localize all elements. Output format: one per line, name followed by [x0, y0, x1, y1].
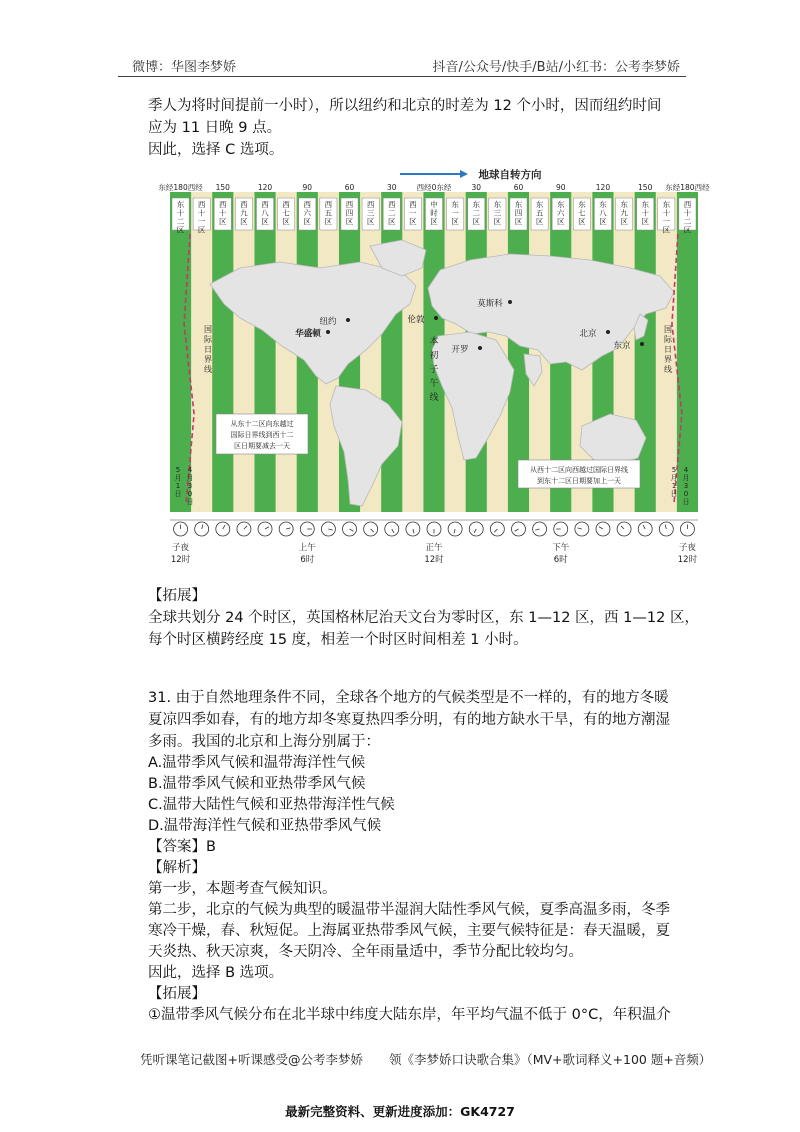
city-dot: [434, 316, 438, 320]
city-dot: [508, 300, 512, 304]
dateline-label-char: 际: [664, 335, 672, 344]
city-label: 开罗: [451, 345, 469, 355]
zone-label-char: 西: [197, 200, 206, 209]
meridian-label: 30: [471, 183, 482, 192]
zone-label-char: 西: [366, 200, 375, 209]
zone-label-char: 十: [219, 208, 227, 218]
note-right-line: 从西十二区向西越过国际日界线: [530, 466, 628, 474]
date-right-char: 月: [670, 474, 678, 482]
footer-right: 领《李梦娇口诀歌合集》（MV+歌词释义+100 题+音频）: [388, 1052, 712, 1067]
meridian-label: 120: [257, 183, 273, 192]
zone-label-char: 十: [662, 208, 671, 218]
date-left-char: 月: [174, 474, 182, 482]
clock-face: [195, 522, 209, 536]
zone-label-char: 六: [303, 208, 312, 218]
rotation-arrow-head: [460, 170, 468, 178]
zone-label-char: 区: [261, 217, 269, 226]
header-divider: [118, 76, 686, 77]
zone-label-char: 二: [388, 208, 396, 218]
zone-label-char: 东: [641, 200, 649, 209]
date-left-char: 1: [175, 482, 181, 490]
zone-label-char: 东: [599, 200, 607, 209]
date-left-char: 月: [186, 474, 194, 482]
time-label-bottom: 6时: [553, 555, 568, 565]
city-label: 东京: [613, 341, 631, 351]
date-right-char: 4: [683, 466, 689, 474]
page-header: [118, 56, 686, 76]
time-label-top: 正午: [425, 543, 443, 553]
city-label: 北京: [579, 329, 597, 339]
zone-label-char: 东: [620, 200, 628, 209]
text-line: 第二步，北京的气候为典型的暖温带半湿润大陆性季风气候，夏季高温多雨，冬季: [148, 902, 670, 918]
option-c: C.温带大陆性气候和亚热带海洋性气候: [148, 797, 395, 813]
date-right-char: 5: [671, 466, 677, 474]
zone-label-char: 一: [409, 208, 417, 218]
text-line: 因此，选择 B 选项。: [148, 965, 284, 981]
zone-label-char: 时: [430, 208, 438, 218]
option-a: A.温带季风气候和温带海洋性气候: [148, 755, 366, 771]
bottom-notice: 最新完整资料、更新进度添加：GK4727: [285, 1104, 515, 1119]
zone-label-char: 东: [662, 200, 671, 209]
zone-label-char: 区: [176, 225, 185, 235]
zone-label-char: 区: [599, 217, 607, 226]
text-line: 每个时区横跨经度 15 度，相差一个时区时间相差 1 小时。: [148, 632, 528, 648]
meridian-label: 90: [555, 183, 566, 192]
date-left-char: 4: [187, 466, 193, 474]
city-dot: [606, 330, 610, 334]
zone-label-char: 区: [683, 225, 692, 235]
zone-label-char: 东: [556, 200, 565, 209]
zone-label-char: 七: [282, 208, 290, 218]
extension-heading: 【拓展】: [148, 986, 206, 1002]
footer-left: 凭听课笔记截图+听课感受@公考李梦娇: [140, 1052, 363, 1067]
city-label: 伦敦: [407, 315, 425, 325]
zone-label-char: 五: [535, 208, 544, 218]
zone-label-char: 西: [409, 200, 417, 209]
zone-label-char: 二: [683, 217, 692, 226]
date-left-char: 日: [186, 498, 194, 506]
dateline-label-char: 日: [664, 345, 672, 354]
dateline-label-char: 界: [664, 355, 672, 364]
zone-label-char: 东: [472, 200, 480, 209]
zone-label-char: 一: [451, 208, 459, 218]
date-right-char: 月: [682, 474, 690, 482]
meridian-label: 30: [386, 183, 397, 192]
meridian-label: 60: [344, 183, 355, 192]
dateline-label-char: 线: [204, 365, 212, 374]
text-line: 第一步，本题考查气候知识。: [148, 881, 337, 897]
date-right-char: 日: [670, 490, 678, 498]
zone-label-char: 西: [282, 200, 290, 209]
zone-label-char: 区: [409, 217, 417, 226]
text-line: 天炎热、秋天凉爽，冬天阴冷、全年雨量适中，季节分配比较均匀。: [148, 944, 583, 960]
zone-label-char: 区: [197, 225, 206, 235]
text-line: 【拓展】: [148, 588, 206, 604]
option-b: B.温带季风气候和亚热带季风气候: [148, 776, 366, 792]
time-label-top: 子夜: [172, 543, 190, 553]
zone-label-char: 区: [514, 217, 523, 226]
meridian-label: 150: [215, 183, 230, 192]
zone-label-char: 一: [662, 217, 671, 226]
zone-label-char: 区: [556, 217, 565, 226]
question-line: 31. 由于自然地理条件不同，全球各个地方的气候类型是不一样的，有的地方冬暖: [148, 690, 669, 706]
option-d: D.温带海洋性气候和亚热带季风气候: [148, 818, 382, 834]
dateline-label-char: 国: [664, 325, 672, 334]
zone-label-char: 九: [620, 208, 628, 218]
dateline-label-char: 线: [664, 365, 672, 374]
date-right-char: 1: [671, 482, 677, 490]
zone-label-char: 区: [472, 217, 480, 226]
zone-label-char: 中: [430, 200, 438, 209]
text-line: 因此，选择 C 选项。: [148, 142, 284, 158]
date-right-char: 3: [683, 482, 689, 490]
zone-label-char: 西: [388, 200, 396, 209]
zone-label-char: 东: [514, 200, 523, 209]
zone-label-char: 四: [345, 208, 354, 218]
note-right-line: 到东十二区日期要加上一天: [537, 477, 621, 485]
city-label: 华盛顿: [295, 329, 321, 339]
meridian-label: 60: [513, 183, 524, 192]
zone-label-char: 区: [430, 217, 438, 226]
zone-label-char: 区: [282, 217, 290, 226]
zone-label-char: 西: [345, 200, 354, 209]
meridian-label: 90: [302, 183, 313, 192]
zone-label-char: 区: [324, 217, 333, 226]
zone-label-char: 八: [261, 208, 269, 218]
zone-label-char: 六: [556, 208, 565, 218]
meridian-label: 东经180西经: [665, 183, 710, 192]
prime-meridian-char: 子: [429, 365, 439, 375]
zone-stripe: [677, 192, 698, 512]
zone-stripe: [381, 192, 402, 512]
zone-label-char: 一: [197, 217, 206, 226]
zone-label-char: 西: [240, 200, 248, 209]
zone-label-char: 区: [493, 217, 502, 226]
meridian-label: 东经180西经: [158, 183, 203, 192]
text-line: 季人为将时间提前一小时），所以纽约和北京的时差为 12 个小时，因而纽约时间: [148, 98, 662, 114]
zone-label-char: 四: [514, 208, 523, 218]
zone-label-char: 西: [683, 200, 692, 209]
dateline-label-char: 际: [204, 335, 212, 344]
prime-meridian-char: 线: [429, 393, 439, 403]
prime-meridian-char: 本: [429, 337, 439, 347]
time-label-bottom: 12时: [170, 555, 191, 565]
text-line: ①温带季风气候分布在北半球中纬度大陆东岸，年平均气温不低于 0°C，年积温介: [148, 1007, 671, 1023]
zone-label-char: 区: [345, 217, 354, 226]
dateline-label-char: 界: [204, 355, 212, 364]
zone-label-char: 区: [303, 217, 312, 226]
zone-label-char: 区: [451, 217, 459, 226]
text-line: 全球共划分 24 个时区，英国格林尼治天文台为零时区，东 1—12 区，西 1—12 区，: [148, 610, 699, 626]
zone-label-char: 三: [366, 208, 375, 218]
zone-label-char: 十: [197, 208, 206, 218]
meridian-label: 150: [638, 183, 653, 192]
date-left-char: 5: [175, 466, 181, 474]
page-footer: [140, 1050, 712, 1068]
zone-stripe: [254, 192, 275, 512]
zone-label-char: 区: [388, 217, 396, 226]
text-line: 寒冷干燥，春、秋短促。上海属亚热带季风气候，主要气候特征是：春天温暖，夏: [148, 923, 670, 939]
zone-stripe: [170, 192, 191, 512]
dateline-label-char: 国: [204, 325, 212, 334]
zone-label-char: 五: [324, 208, 333, 218]
zone-label-char: 区: [620, 217, 628, 226]
zone-label-char: 区: [662, 225, 671, 235]
zone-label-char: 西: [219, 200, 227, 209]
time-label-bottom: 6时: [300, 555, 315, 565]
city-label: 莫斯科: [477, 299, 503, 309]
question-line: 多雨。我国的北京和上海分别属于：: [148, 734, 380, 750]
zone-label-char: 区: [578, 217, 586, 226]
zone-label-char: 区: [240, 217, 248, 226]
zone-label-char: 区: [366, 217, 375, 226]
zone-label-char: 十: [176, 208, 185, 218]
date-left-char: 3: [187, 482, 193, 490]
zone-label-char: 东: [176, 200, 185, 209]
zone-label-char: 十: [641, 208, 649, 218]
zone-label-char: 西: [261, 200, 269, 209]
city-label: 纽约: [319, 317, 337, 327]
date-right-char: 日: [682, 498, 690, 506]
city-dot: [346, 318, 350, 322]
meridian-label: 西经0东经: [416, 183, 452, 192]
prime-meridian-char: 初: [429, 351, 439, 361]
meridian-label: 120: [595, 183, 611, 192]
text-line: 应为 11 日晚 9 点。: [148, 120, 282, 136]
time-label-bottom: 12时: [677, 555, 698, 565]
time-zone-map: [158, 164, 710, 576]
zone-label-char: 西: [324, 200, 333, 209]
zone-label-char: 东: [451, 200, 459, 209]
rotation-label: 地球自转方向: [478, 169, 542, 181]
note-left-line: 国际日界线到西十二: [230, 431, 294, 439]
zone-label-char: 东: [578, 200, 586, 209]
zone-label-char: 十: [683, 208, 692, 218]
time-label-top: 子夜: [678, 543, 696, 553]
time-label-top: 下午: [552, 543, 570, 553]
header-right: 抖音/公众号/快手/B站/小红书：公考李梦娇: [432, 60, 680, 75]
zone-label-char: 区: [219, 217, 227, 226]
date-left-char: 日: [174, 490, 182, 498]
city-dot: [640, 342, 644, 346]
zone-label-char: 东: [535, 200, 544, 209]
zone-stripe: [212, 192, 233, 512]
zone-label-char: 东: [493, 200, 502, 209]
note-left-line: 区日期要减去一天: [234, 442, 290, 450]
dateline-label-char: 日: [204, 345, 212, 354]
zone-label-char: 七: [578, 208, 586, 218]
zone-label-char: 区: [641, 217, 649, 226]
city-dot: [478, 346, 482, 350]
time-label-top: 上午: [298, 543, 316, 553]
analysis-heading: 【解析】: [148, 860, 206, 876]
zone-label-char: 三: [493, 208, 502, 218]
date-right-char: 0: [683, 490, 689, 498]
prime-meridian-char: 午: [429, 379, 439, 389]
time-label-bottom: 12时: [424, 555, 444, 565]
city-dot: [326, 330, 330, 334]
zone-label-char: 二: [176, 217, 185, 226]
date-left-char: 0: [187, 490, 193, 498]
zone-label-char: 西: [303, 200, 312, 209]
zone-label-char: 二: [472, 208, 480, 218]
zone-label-char: 八: [599, 208, 607, 218]
zone-label-char: 区: [535, 217, 544, 226]
header-left: 微博：华图李梦娇: [132, 60, 237, 75]
answer-line: 【答案】B: [148, 839, 216, 855]
zone-label-char: 九: [240, 208, 248, 218]
question-line: 夏凉四季如春，有的地方却冬寒夏热四季分明，有的地方缺水干旱，有的地方潮湿: [148, 712, 670, 728]
note-left-line: 从东十二区向东越过: [230, 420, 294, 428]
